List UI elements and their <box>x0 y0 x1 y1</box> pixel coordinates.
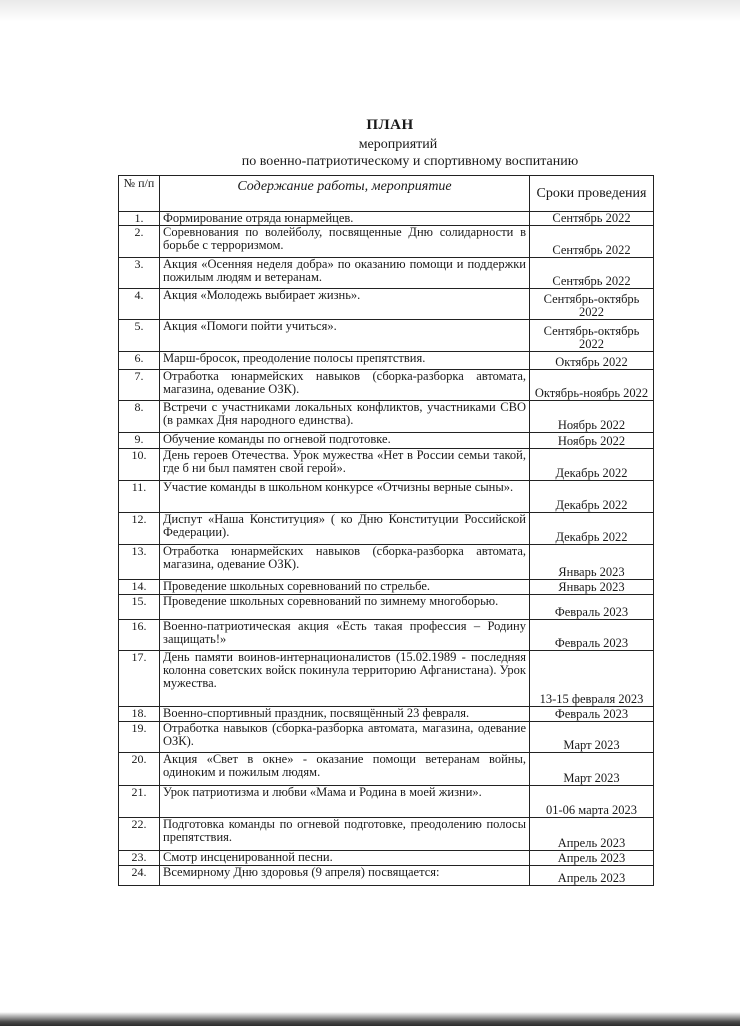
row-number: 20. <box>119 753 160 786</box>
header-num: № п/п <box>119 176 160 212</box>
row-number: 2. <box>119 226 160 258</box>
table-row <box>119 722 654 753</box>
table-row <box>119 580 654 595</box>
row-activity: День памяти воинов-интернационалистов (15.02.1989 - последняя колонна советских войск покинула территорию Афганистана). Урок мужества. <box>160 651 530 707</box>
row-number: 12. <box>119 513 160 545</box>
row-activity: Акция «Молодежь выбирает жизнь». <box>160 289 530 320</box>
row-activity: Акция «Помоги пойти учиться». <box>160 320 530 352</box>
row-number: 15. <box>119 595 160 620</box>
row-date: Март 2023 <box>530 753 654 786</box>
row-date: Декабрь 2022 <box>530 449 654 481</box>
row-date: Январь 2023 <box>530 545 654 580</box>
row-date: Сентябрь 2022 <box>530 212 654 226</box>
row-date: 13-15 февраля 2023 <box>530 651 654 707</box>
row-activity: Военно-патриотическая акция «Есть такая профессия – Родину защищать!» <box>160 620 530 651</box>
table-row <box>119 753 654 786</box>
row-number: 9. <box>119 433 160 449</box>
table-row <box>119 545 654 580</box>
row-number: 17. <box>119 651 160 707</box>
scan-bottom-edge <box>0 1012 740 1026</box>
row-date: Январь 2023 <box>530 580 654 595</box>
row-activity: Урок патриотизма и любви «Мама и Родина в моей жизни». <box>160 786 530 818</box>
row-activity: Смотр инсценированной песни. <box>160 851 530 866</box>
table-row <box>119 212 654 226</box>
row-date: Сентябрь-октябрь 2022 <box>530 320 654 352</box>
row-date: Февраль 2023 <box>530 707 654 722</box>
row-activity: Встречи с участниками локальных конфликтов, участниками СВО (в рамках Дня народного единства). <box>160 401 530 433</box>
row-date: Февраль 2023 <box>530 620 654 651</box>
table-row <box>119 258 654 289</box>
row-number: 4. <box>119 289 160 320</box>
row-number: 16. <box>119 620 160 651</box>
plan-table-body <box>119 212 654 886</box>
row-activity: Проведение школьных соревнований по стрельбе. <box>160 580 530 595</box>
row-activity: Проведение школьных соревнований по зимнему многоборью. <box>160 595 530 620</box>
row-activity: Акция «Свет в окне» - оказание помощи ветеранам войны, одиноким и пожилым людям. <box>160 753 530 786</box>
row-number: 18. <box>119 707 160 722</box>
table-row <box>119 851 654 866</box>
row-date: Сентябрь 2022 <box>530 258 654 289</box>
row-activity: Формирование отряда юнармейцев. <box>160 212 530 226</box>
row-number: 7. <box>119 370 160 401</box>
table-row <box>119 433 654 449</box>
plan-table <box>118 175 654 886</box>
table-row <box>119 449 654 481</box>
row-activity: День героев Отечества. Урок мужества «Нет в России семьи такой, где б ни был памятен свой герой». <box>160 449 530 481</box>
row-activity: Отработка юнармейских навыков (сборка-разборка автомата, магазина, одевание ОЗК). <box>160 370 530 401</box>
table-row <box>119 595 654 620</box>
document-subtitle-line2: по военно-патриотическому и спортивному воспитанию <box>241 154 579 169</box>
row-activity: Подготовка команды по огневой подготовке, преодолению полосы препятствия. <box>160 818 530 851</box>
table-row <box>119 289 654 320</box>
row-date: Декабрь 2022 <box>530 481 654 513</box>
row-date: Апрель 2023 <box>530 866 654 886</box>
row-activity: Всемирному Дню здоровья (9 апреля) посвящается: <box>160 866 530 886</box>
row-activity: Соревнования по волейболу, посвященные Дню солидарности в борьбе с терроризмом. <box>160 226 530 258</box>
row-date: Сентябрь-октябрь 2022 <box>530 289 654 320</box>
row-number: 13. <box>119 545 160 580</box>
scan-top-edge <box>0 0 740 22</box>
row-activity: Марш-бросок, преодоление полосы препятствия. <box>160 352 530 370</box>
table-row <box>119 320 654 352</box>
row-number: 19. <box>119 722 160 753</box>
table-row <box>119 786 654 818</box>
table-row <box>119 352 654 370</box>
row-activity: Участие команды в школьном конкурсе «Отчизны верные сыны». <box>160 481 530 513</box>
row-activity: Обучение команды по огневой подготовке. <box>160 433 530 449</box>
table-row <box>119 513 654 545</box>
row-number: 5. <box>119 320 160 352</box>
row-number: 6. <box>119 352 160 370</box>
row-date: 01-06 марта 2023 <box>530 786 654 818</box>
row-number: 23. <box>119 851 160 866</box>
table-row <box>119 818 654 851</box>
row-activity: Акция «Осенняя неделя добра» по оказанию помощи и поддержки пожилым людям и ветеранам. <box>160 258 530 289</box>
row-date: Ноябрь 2022 <box>530 401 654 433</box>
header-work: Содержание работы, мероприятие <box>160 176 530 212</box>
row-number: 21. <box>119 786 160 818</box>
table-row <box>119 620 654 651</box>
row-number: 14. <box>119 580 160 595</box>
table-row <box>119 866 654 886</box>
row-number: 22. <box>119 818 160 851</box>
row-date: Декабрь 2022 <box>530 513 654 545</box>
row-activity: Отработка навыков (сборка-разборка автомата, магазина, одевание ОЗК). <box>160 722 530 753</box>
row-activity: Диспут «Наша Конституция» ( ко Дню Конституции Российской Федерации). <box>160 513 530 545</box>
table-row <box>119 226 654 258</box>
row-date: Октябрь-ноябрь 2022 <box>530 370 654 401</box>
row-date: Апрель 2023 <box>530 851 654 866</box>
document-subtitle-line1: мероприятий <box>358 137 438 152</box>
row-date: Март 2023 <box>530 722 654 753</box>
row-date: Февраль 2023 <box>530 595 654 620</box>
table-row <box>119 481 654 513</box>
row-date: Ноябрь 2022 <box>530 433 654 449</box>
table-row <box>119 651 654 707</box>
row-date: Апрель 2023 <box>530 818 654 851</box>
row-date: Октябрь 2022 <box>530 352 654 370</box>
row-number: 11. <box>119 481 160 513</box>
document-title: ПЛАН <box>366 117 414 133</box>
table-row <box>119 707 654 722</box>
row-date: Сентябрь 2022 <box>530 226 654 258</box>
row-number: 1. <box>119 212 160 226</box>
row-number: 24. <box>119 866 160 886</box>
row-number: 8. <box>119 401 160 433</box>
header-date: Сроки проведения <box>530 176 654 212</box>
row-activity: Отработка юнармейских навыков (сборка-разборка автомата, магазина, одевание ОЗК). <box>160 545 530 580</box>
table-header-row <box>119 176 654 212</box>
table-row <box>119 370 654 401</box>
row-activity: Военно-спортивный праздник, посвящённый 23 февраля. <box>160 707 530 722</box>
table-row <box>119 401 654 433</box>
row-number: 3. <box>119 258 160 289</box>
row-number: 10. <box>119 449 160 481</box>
